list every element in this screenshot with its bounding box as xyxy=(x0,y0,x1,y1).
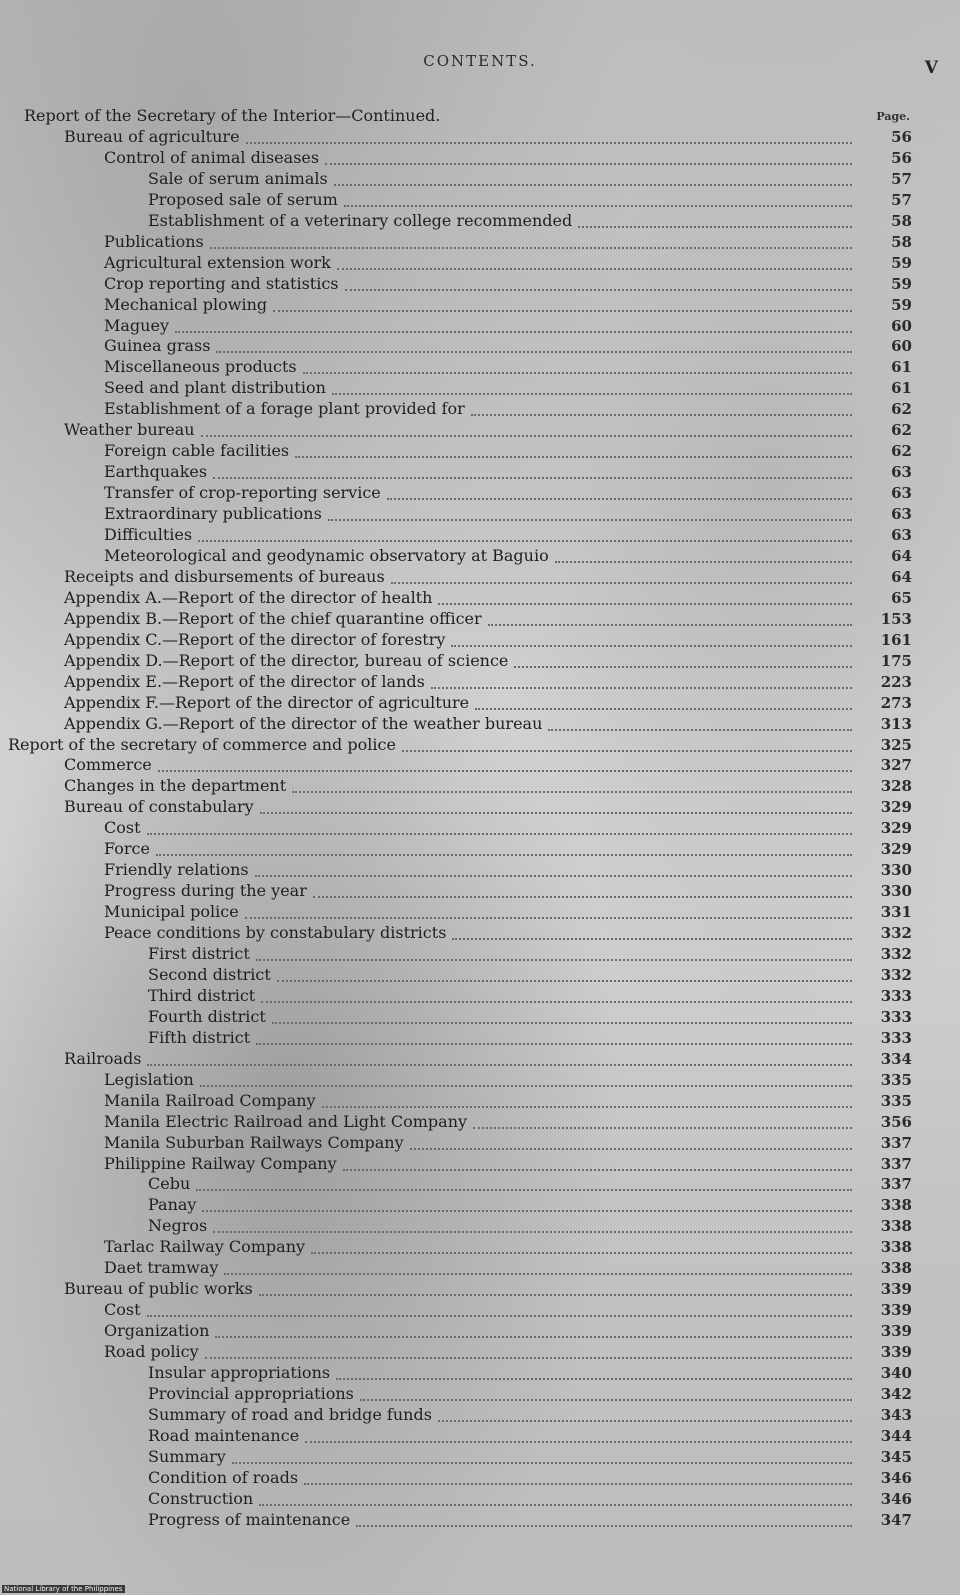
dot-leader xyxy=(332,373,852,395)
toc-entry-page: 59 xyxy=(891,274,912,293)
dot-leader xyxy=(205,1337,852,1359)
toc-entry-title: Tarlac Railway Company xyxy=(104,1237,306,1257)
toc-entry-title: Foreign cable facilities xyxy=(104,441,290,461)
scan-credit: National Library of the Philippines xyxy=(4,1585,123,1593)
dot-leader xyxy=(256,939,852,961)
dot-leader xyxy=(387,478,852,500)
toc-entry-page: 59 xyxy=(891,253,912,272)
toc-entry-page: 339 xyxy=(880,1280,912,1299)
toc-entry-page: 327 xyxy=(880,756,912,775)
toc-entry-title: Organization xyxy=(104,1321,210,1341)
dot-leader xyxy=(304,1463,852,1485)
toc-entry-page: 329 xyxy=(880,819,912,838)
dot-leader xyxy=(356,1505,852,1527)
dot-leader xyxy=(391,562,852,584)
dot-leader xyxy=(343,1149,852,1171)
toc-entry-title: Negros xyxy=(148,1216,208,1236)
toc-entry-title: Receipts and disbursements of bureaus xyxy=(64,566,385,586)
toc-entry-page: 63 xyxy=(891,463,912,482)
toc-entry-title: Manila Suburban Railways Company xyxy=(104,1132,404,1152)
toc-entry-title: Bureau of agriculture xyxy=(64,126,240,146)
toc-entry-title: Report of the Secretary of the Interior—Continued. xyxy=(24,106,441,125)
dot-leader xyxy=(402,730,852,752)
toc-entry-page: 332 xyxy=(880,965,912,984)
dot-leader xyxy=(259,1274,852,1296)
dot-leader xyxy=(322,1086,852,1108)
toc-entry-page: 273 xyxy=(880,693,912,712)
dot-leader xyxy=(514,646,852,668)
toc-entry-title: Commerce xyxy=(64,755,152,775)
dot-leader xyxy=(259,1484,852,1506)
toc-entry-title: Fifth district xyxy=(148,1027,251,1047)
toc-entry-title: Provincial appropriations xyxy=(148,1383,354,1403)
toc-entry-page: 346 xyxy=(880,1489,912,1508)
toc-entry-page: 64 xyxy=(891,567,912,586)
dot-leader xyxy=(261,981,852,1003)
dot-leader xyxy=(215,1316,852,1338)
toc-entry-title: Weather bureau xyxy=(64,420,195,440)
toc-entry-page: 63 xyxy=(891,484,912,503)
toc-entry-page: 330 xyxy=(880,861,912,880)
toc-entry-page: 331 xyxy=(880,903,912,922)
toc-entry-title: Appendix A.—Report of the director of health xyxy=(64,587,433,607)
toc-entry xyxy=(0,1510,960,1530)
toc-entry-title: Cost xyxy=(104,1300,141,1320)
dot-leader xyxy=(328,499,852,521)
toc-entry-page: 334 xyxy=(880,1049,912,1068)
toc-entry-page: 337 xyxy=(880,1175,912,1194)
dot-leader xyxy=(255,855,852,877)
toc-entry-title: Manila Electric Railroad and Light Company xyxy=(104,1111,468,1131)
toc-entry-title: Appendix G.—Report of the director of the weather bureau xyxy=(64,713,543,733)
dot-leader xyxy=(201,415,852,437)
toc-entry-page: 337 xyxy=(880,1154,912,1173)
dot-leader xyxy=(438,1400,852,1422)
dot-leader xyxy=(260,792,852,814)
dot-leader xyxy=(473,1107,852,1129)
dot-leader xyxy=(337,248,852,270)
toc-entry-title: Appendix D.—Report of the director, bureau of science xyxy=(64,650,509,670)
dot-leader xyxy=(198,520,852,542)
toc-entry-title: Transfer of crop-reporting service xyxy=(104,483,381,503)
toc-entry-title: Summary xyxy=(148,1446,226,1466)
toc-entry-title: Establishment of a veterinary college recommended xyxy=(148,210,573,230)
toc-entry-page: 56 xyxy=(891,127,912,146)
toc-entry-page: 346 xyxy=(880,1468,912,1487)
toc-entry-title: Fourth district xyxy=(148,1006,266,1026)
toc-entry-title: Miscellaneous products xyxy=(104,357,297,377)
toc-entry-title: Establishment of a forage plant provided for xyxy=(104,399,465,419)
toc-entry-page: 332 xyxy=(880,924,912,943)
toc-entry-title: Cost xyxy=(104,818,141,838)
toc-entry-page: 333 xyxy=(880,986,912,1005)
dot-leader xyxy=(311,1232,852,1254)
dot-leader xyxy=(202,1190,852,1212)
toc-entry-page: 161 xyxy=(880,630,912,649)
dot-leader xyxy=(246,122,852,144)
toc-entry-title: Crop reporting and statistics xyxy=(104,273,339,293)
toc-entry-title: Road policy xyxy=(104,1342,199,1362)
dot-leader xyxy=(555,541,852,563)
toc-entry-title: Summary of road and bridge funds xyxy=(148,1404,432,1424)
dot-leader xyxy=(147,1044,852,1066)
dot-leader xyxy=(344,185,852,207)
dot-leader xyxy=(438,583,852,605)
toc-entry-page: 338 xyxy=(880,1238,912,1257)
toc-entry-page: 61 xyxy=(891,358,912,377)
toc-entry-page: 338 xyxy=(880,1217,912,1236)
toc-entry-page: 338 xyxy=(880,1196,912,1215)
toc-entry-page: 62 xyxy=(891,442,912,461)
toc-entry-page: 345 xyxy=(880,1447,912,1466)
toc-entry-page: 175 xyxy=(880,651,912,670)
dot-leader xyxy=(431,667,852,689)
toc-entry-page: 343 xyxy=(880,1405,912,1424)
toc-entry-page: 65 xyxy=(891,588,912,607)
dot-leader xyxy=(471,394,852,416)
toc-entry-page: 61 xyxy=(891,379,912,398)
toc-entry-page: 335 xyxy=(880,1070,912,1089)
dot-leader xyxy=(488,604,852,626)
toc-entry-page: 62 xyxy=(891,400,912,419)
toc-entry-title: Progress of maintenance xyxy=(148,1509,351,1529)
toc-entry-page: 64 xyxy=(891,546,912,565)
toc-entry-title: Report of the secretary of commerce and police xyxy=(8,734,396,754)
dot-leader xyxy=(200,1065,852,1087)
toc-entry-page: 58 xyxy=(891,232,912,251)
toc-entry-title: Appendix F.—Report of the director of agriculture xyxy=(64,692,470,712)
dot-leader xyxy=(360,1379,852,1401)
toc-entry-page: 153 xyxy=(880,609,912,628)
toc-entry-title: Extraordinary publications xyxy=(104,504,322,524)
toc-entry-title: Maguey xyxy=(104,315,169,335)
toc-entry-title: Bureau of public works xyxy=(64,1279,253,1299)
toc-entry-page: 57 xyxy=(891,190,912,209)
toc-entry-title: Third district xyxy=(148,985,256,1005)
toc-entry-title: Changes in the department xyxy=(64,776,287,796)
dot-leader xyxy=(303,352,852,374)
toc-entry-title: Insular appropriations xyxy=(148,1363,331,1382)
toc-entry-page: 337 xyxy=(880,1133,912,1152)
toc-entry-title: Control of animal diseases xyxy=(104,147,320,167)
toc-entry-page: 56 xyxy=(891,148,912,167)
toc-entry-page: 329 xyxy=(880,798,912,817)
dot-leader xyxy=(213,1211,852,1233)
toc-entry-page: 333 xyxy=(880,1007,912,1026)
dot-leader xyxy=(156,834,852,856)
dot-leader xyxy=(334,164,852,186)
toc-entry-title: First district xyxy=(148,944,250,963)
toc-entry-title: Appendix E.—Report of the director of lands xyxy=(64,671,425,691)
dot-leader xyxy=(158,750,852,772)
toc-entry-title: Difficulties xyxy=(104,525,193,544)
dot-leader xyxy=(475,688,852,710)
dot-leader xyxy=(305,1421,852,1443)
toc-entry-page: 335 xyxy=(880,1091,912,1110)
toc-entry-title: Publications xyxy=(104,231,204,251)
dot-leader xyxy=(325,143,852,165)
toc-entry-title: Municipal police xyxy=(104,902,239,922)
page-column-label: Page. xyxy=(876,110,910,123)
dot-leader xyxy=(313,876,852,898)
toc-entry-page: 58 xyxy=(891,211,912,230)
toc-entry-title: Force xyxy=(104,839,150,859)
dot-leader xyxy=(196,1169,852,1191)
toc-entry-title: Cebu xyxy=(148,1174,191,1194)
dot-leader xyxy=(292,771,852,793)
dot-leader xyxy=(232,1442,852,1464)
toc-entry-title: Earthquakes xyxy=(104,462,208,482)
toc-entry-page: 330 xyxy=(880,882,912,901)
dot-leader xyxy=(451,625,852,647)
dot-leader xyxy=(245,897,852,919)
toc-entry-page: 332 xyxy=(880,945,912,963)
page-title: CONTENTS. xyxy=(423,52,537,70)
toc-entry-page: 339 xyxy=(880,1301,912,1320)
toc-entry-page: 342 xyxy=(880,1384,912,1403)
toc-entry-title: Second district xyxy=(148,964,271,984)
toc-entry-page: 63 xyxy=(891,505,912,524)
toc-entry-title: Bureau of constabulary xyxy=(64,797,254,817)
toc-entry-title: Guinea grass xyxy=(104,336,211,356)
toc-entry-page: 344 xyxy=(880,1426,912,1445)
dot-leader xyxy=(548,709,852,731)
toc-entry-page: 340 xyxy=(880,1364,912,1382)
dot-leader xyxy=(272,1002,852,1024)
dot-leader xyxy=(216,331,852,353)
toc-entry-title: Friendly relations xyxy=(104,860,249,880)
toc-entry-page: 63 xyxy=(891,526,912,544)
toc-entry-title: Philippine Railway Company xyxy=(104,1153,337,1173)
dot-leader xyxy=(175,311,852,333)
dot-leader xyxy=(256,1023,852,1045)
toc-entry-page: 57 xyxy=(891,169,912,188)
toc-entry-title: Appendix B.—Report of the chief quarantine officer xyxy=(64,608,482,628)
toc-entry-title: Sale of serum animals xyxy=(148,168,328,188)
toc-entry-page: 62 xyxy=(891,421,912,440)
dot-leader xyxy=(295,436,852,458)
dot-leader xyxy=(213,457,852,479)
dot-leader xyxy=(224,1253,852,1275)
toc-entry-title: Peace conditions by constabulary districts xyxy=(104,923,447,943)
toc-entry-page: 333 xyxy=(880,1028,912,1047)
toc-entry-page: 59 xyxy=(891,295,912,314)
dot-leader xyxy=(578,206,852,228)
dot-leader xyxy=(277,960,852,982)
toc-entry-title: Panay xyxy=(148,1195,197,1215)
toc-entry-page: 356 xyxy=(880,1112,912,1131)
toc-entry-title: Proposed sale of serum xyxy=(148,189,338,209)
toc-entry-page: 338 xyxy=(880,1259,912,1278)
dot-leader xyxy=(210,227,852,249)
dot-leader xyxy=(336,1358,852,1380)
toc-entry-title: Progress during the year xyxy=(104,881,307,901)
toc-entry-title: Road maintenance xyxy=(148,1425,300,1445)
toc-entry-page: 325 xyxy=(880,735,912,754)
toc-entry-title: Condition of roads xyxy=(148,1467,299,1487)
toc-entry-page: 60 xyxy=(891,337,912,356)
toc-entry-title: Appendix C.—Report of the director of forestry xyxy=(64,629,446,649)
toc-entry-title: Meteorological and geodynamic observatory at Baguio xyxy=(104,545,549,565)
toc-entry-page: 328 xyxy=(880,777,912,796)
toc-entry-page: 329 xyxy=(880,840,912,859)
toc-entry-page: 347 xyxy=(880,1510,912,1529)
toc-entry-page: 313 xyxy=(880,714,912,733)
dot-leader xyxy=(147,813,852,835)
dot-leader xyxy=(452,918,852,940)
toc-entry-page: 339 xyxy=(880,1322,912,1341)
dot-leader xyxy=(345,269,852,291)
toc-entry-title: Construction xyxy=(148,1488,254,1508)
dot-leader xyxy=(410,1128,852,1150)
toc-entry-page: 60 xyxy=(891,316,912,335)
page-numeral: V xyxy=(924,58,938,78)
toc-entry-page: 339 xyxy=(880,1343,912,1362)
toc-entry-title: Seed and plant distribution xyxy=(104,378,326,398)
toc-entry-title: Daet tramway xyxy=(104,1258,219,1278)
toc-entry-title: Manila Railroad Company xyxy=(104,1090,316,1110)
dot-leader xyxy=(273,290,852,312)
toc-entry-title: Agricultural extension work xyxy=(104,252,331,272)
toc-entry-title: Mechanical plowing xyxy=(104,294,268,314)
toc-entry-title: Legislation xyxy=(104,1069,194,1089)
toc-entry-title: Railroads xyxy=(64,1048,142,1068)
toc-entry-page: 223 xyxy=(880,672,912,691)
dot-leader xyxy=(147,1295,852,1317)
